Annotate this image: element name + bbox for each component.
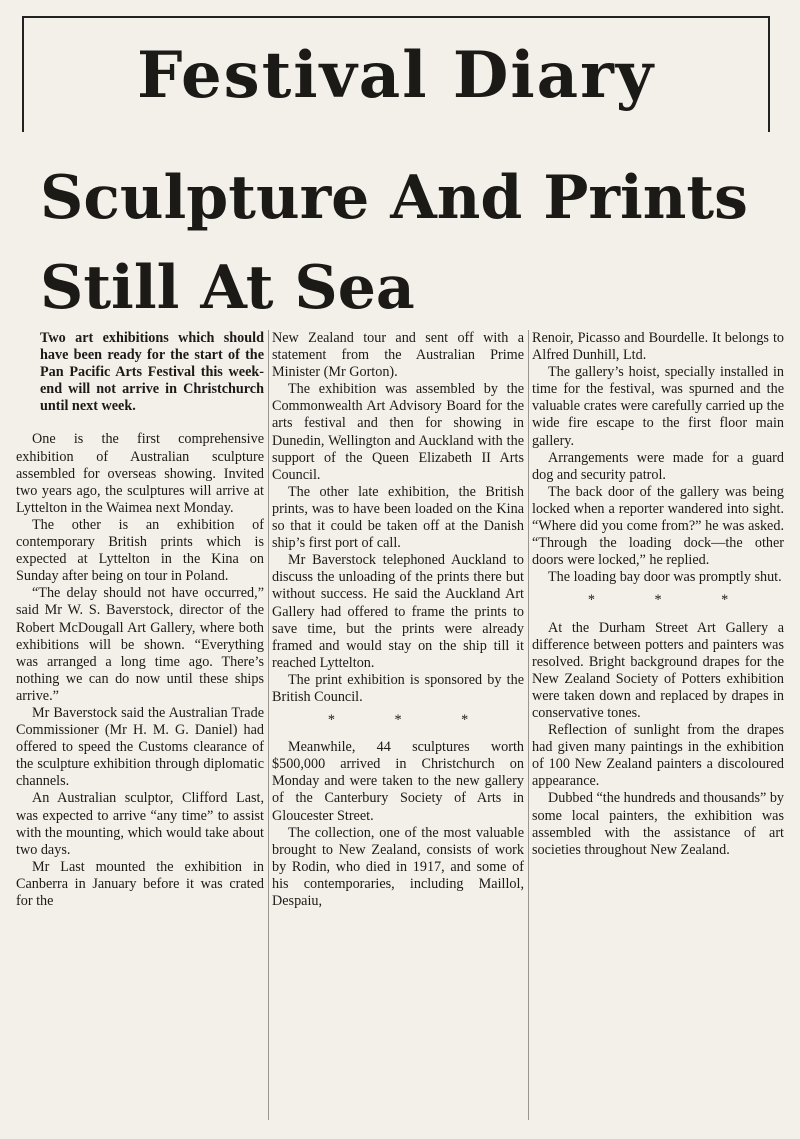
column-divider-1 <box>268 330 269 1120</box>
masthead-title: Festival Diary <box>137 38 655 113</box>
paragraph: The loading bay door was promptly shut. <box>548 569 782 586</box>
paragraph: The other late exhibition, the British prints, was to have been loaded on the Kina so that it could be taken off at the Danish ship’s first port of call. <box>272 483 524 552</box>
paragraph: At the Durham Street Art Gallery a difference between potters and painters was resolved. Bright background drapes for the New Zealand Society of Potters exhibition were taken down and replaced by drapes in conservative tones. <box>532 619 784 721</box>
paragraph: Meanwhile, 44 sculptures worth $500,000 arrived in Christchurch on Monday and were taken to the new gallery of the Canterbury Society of Arts in Gloucester Street. <box>272 739 524 824</box>
article-intro: Two art exhibitions which should have been ready for the start of the Pan Pacific Arts Festival this week-end will not arrive in Christchurch until next week. <box>40 330 264 415</box>
article-column-2 <box>272 330 524 1120</box>
headline-line-1: Sculpture And Prints <box>40 163 748 233</box>
paragraph: An Australian sculptor, Clifford Last, was expected to arrive “any time” to assist with the mounting, which would take about two days. <box>16 790 264 858</box>
paragraph: Reflection of sunlight from the drapes had given many paintings in the exhibition of 100 New Zealand painters a discoloured appearance. <box>532 722 784 790</box>
paragraph: New Zealand tour and sent off with a statement from the Australian Prime Minister (Mr Gorton). <box>272 330 524 381</box>
headline-line-2: Still At Sea <box>40 253 415 323</box>
paragraph: One is the first comprehensive exhibition of Australian sculpture assembled for overseas showing. Invited two years ago, the sculptures will arrive at Lyttelton in the Waimea next Monday. <box>16 431 264 516</box>
column-divider-2 <box>528 330 529 1120</box>
paragraph: The other is an exhibition of contemporary British prints which is expected at Lyttelton in the Kina on Sunday after being on tour in Poland. <box>16 516 264 585</box>
paragraph: Mr Baverstock telephoned Auckland to discuss the unloading of the prints there but without success. He said the Auckland Art Gallery had offered to frame the prints to save time, but the prints were already framed and would stay on the ship till it reached Lyttelton. <box>272 552 524 671</box>
section-break-asterisks: * * * <box>587 592 757 609</box>
article-column-1 <box>16 330 264 1120</box>
paragraph: The print exhibition is sponsored by the British Council. <box>272 671 524 705</box>
paragraph: Mr Last mounted the exhibition in Canberra in January before it was crated for the <box>16 858 264 909</box>
masthead-box <box>22 16 770 132</box>
paragraph: Dubbed “the hundreds and thousands” by some local painters, the exhibition was assembled with the assistance of art societies throughout New Zealand. <box>532 790 784 858</box>
paragraph: The exhibition was assembled by the Commonwealth Art Advisory Board for the arts festival and then for showing in Dunedin, Wellington and Auckland with the support of the Queen Elizabeth II Arts Council. <box>272 381 524 483</box>
paragraph: The gallery’s hoist, specially installed in time for the festival, was spurned and the valuable crates were carefully carried up the wide fire escape to the first floor main gallery. <box>532 364 784 449</box>
paragraph: “The delay should not have occurred,” said Mr W. S. Baverstock, director of the Robert McDougall Art Gallery, where both exhibitions will be shown. “Everything was arranged a long time ago. There’s nothing we can do now until these ships arrive.” <box>16 585 264 704</box>
paragraph: Mr Baverstock said the Australian Trade Commissioner (Mr H. M. G. Daniel) had offered to speed the Customs clearance of the sculpture exhibition through diplomatic channels. <box>16 704 264 790</box>
paragraph: The back door of the gallery was being locked when a reporter wandered into sight. “Where did you come from?” he was asked. “Through the loading dock—the other doors were locked,” he replied. <box>532 483 784 569</box>
section-break-asterisks: * * * <box>327 712 497 729</box>
article-column-3 <box>532 330 784 1120</box>
paragraph: Renoir, Picasso and Bourdelle. It belongs to Alfred Dunhill, Ltd. <box>532 330 784 364</box>
paragraph: Arrangements were made for a guard dog and security patrol. <box>532 449 784 483</box>
paragraph: The collection, one of the most valuable brought to New Zealand, consists of work by Rodin, who died in 1917, and some of his contemporaries, including Maillol, Despaiu, <box>272 824 524 909</box>
